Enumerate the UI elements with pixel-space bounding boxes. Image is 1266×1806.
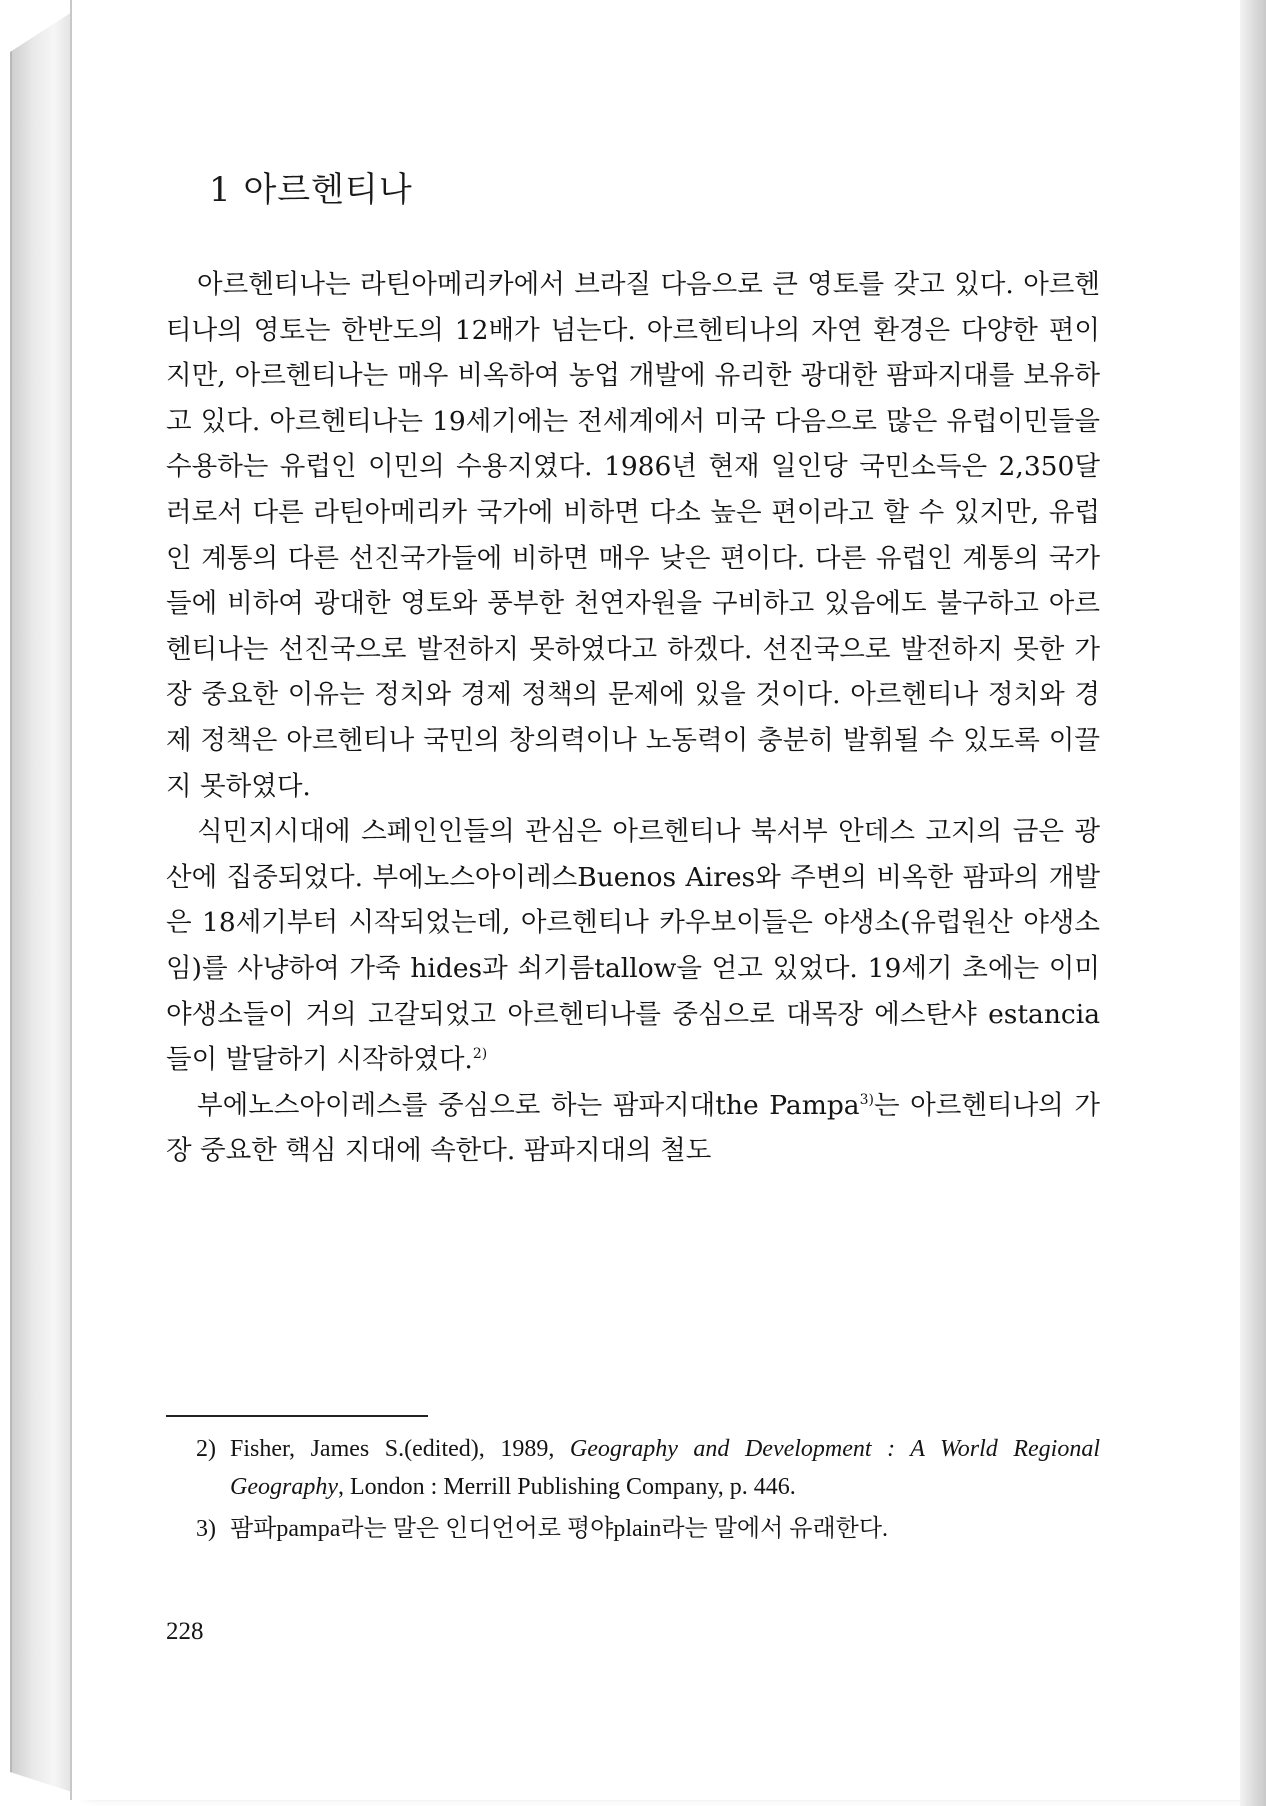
page-right-edge [1240,0,1266,1806]
footnote-ref-2[interactable]: 2) [472,1046,488,1063]
footnote-3 [196,1510,1100,1548]
footnote-body [230,1430,1100,1506]
footnote-title: Geography and Development : A World Regional Geography [230,1436,1101,1500]
paragraph-3-text-after: 는 아르헨티나의 가장 중요한 핵심 지대에 속한다. 팜파지대의 철도 [166,1089,1100,1167]
footnote-text: 팜파pampa라는 말은 인디언어로 평야plain라는 말에서 유래한다. [230,1516,889,1542]
footnote-ref-3[interactable]: 3) [859,1091,874,1108]
paragraph-2 [166,809,1100,1083]
body-text [166,262,1100,1174]
chapter-title: 1 아르헨티나 [209,170,413,210]
paragraph-3-text-before: 부에노스아이레스를 중심으로 하는 팜파지대the Pampa [197,1089,860,1121]
footnote-publisher: , London : Merrill Publishing Company, p. 446. [337,1474,796,1500]
paragraph-3 [166,1083,1100,1174]
paragraph-1: 아르헨티나는 라틴아메리카에서 브라질 다음으로 큰 영토를 갖고 있다. 아르헨티나의 영토는 한반도의 12배가 넘는다. 아르헨티나의 자연 환경은 다양한 편이지만, 아르헨티나는 매우 비옥하여 농업 개발에 유리한 광대한 팜파지대를 보유하고 있다. 아르헨티나는 19세기에는 전세계에서 미국 다음으로 많은 유럽이민들을 수용하는 유럽인 이민의 수용지였다. 1986년 현재 일인당 국민소득은 2,350달러로서 다른 라틴아메리카 국가에 비하면 다소 높은 편이라고 할 수 있지만, 유럽인 계통의 다른 선진국가들에 비하면 매우 낮은 편이다. 다른 유럽인 계통의 국가들에 비하여 광대한 영토와 풍부한 천연자원을 구비하고 있음에도 불구하고 아르헨티나는 선진국으로 발전하지 못하였다고 하겠다. 선진국으로 발전하지 못한 가장 중요한 이유는 정치와 경제 정책의 문제에 있을 것이다. 아르헨티나 정치와 경제 정책은 아르헨티나 국민의 창의력이나 노동력이 충분히 발휘될 수 있도록 이끌지 못하였다. [166,269,1100,802]
footnote-number: 3) [196,1516,216,1542]
footnote-divider [166,1415,428,1417]
page-stack-edge [10,12,72,1792]
page-number: 228 [166,1618,204,1645]
footnote-author: Fisher, James S.(edited), 1989, [230,1436,555,1462]
footnotes [196,1430,1100,1548]
paragraph-2-text: 식민지시대에 스페인인들의 관심은 아르헨티나 북서부 안데스 고지의 금은 광산에 집중되었다. 부에노스아이레스Buenos Aires와 주변의 비옥한 팜파의 개발은 18세기부터 시작되었는데, 아르헨티나 카우보이들은 야생소(유럽원산 야생소임)를 사냥하여 가죽 hides과 쇠기름tallow을 얻고 있었다. 19세기 초에는 이미 야생소들이 거의 고갈되었고 아르헨티나를 중심으로 대목장 에스탄샤 estancia들이 발달하기 시작하였다. [166,816,1100,1076]
footnote-number: 2) [196,1436,216,1462]
footnote-2 [196,1430,1100,1506]
